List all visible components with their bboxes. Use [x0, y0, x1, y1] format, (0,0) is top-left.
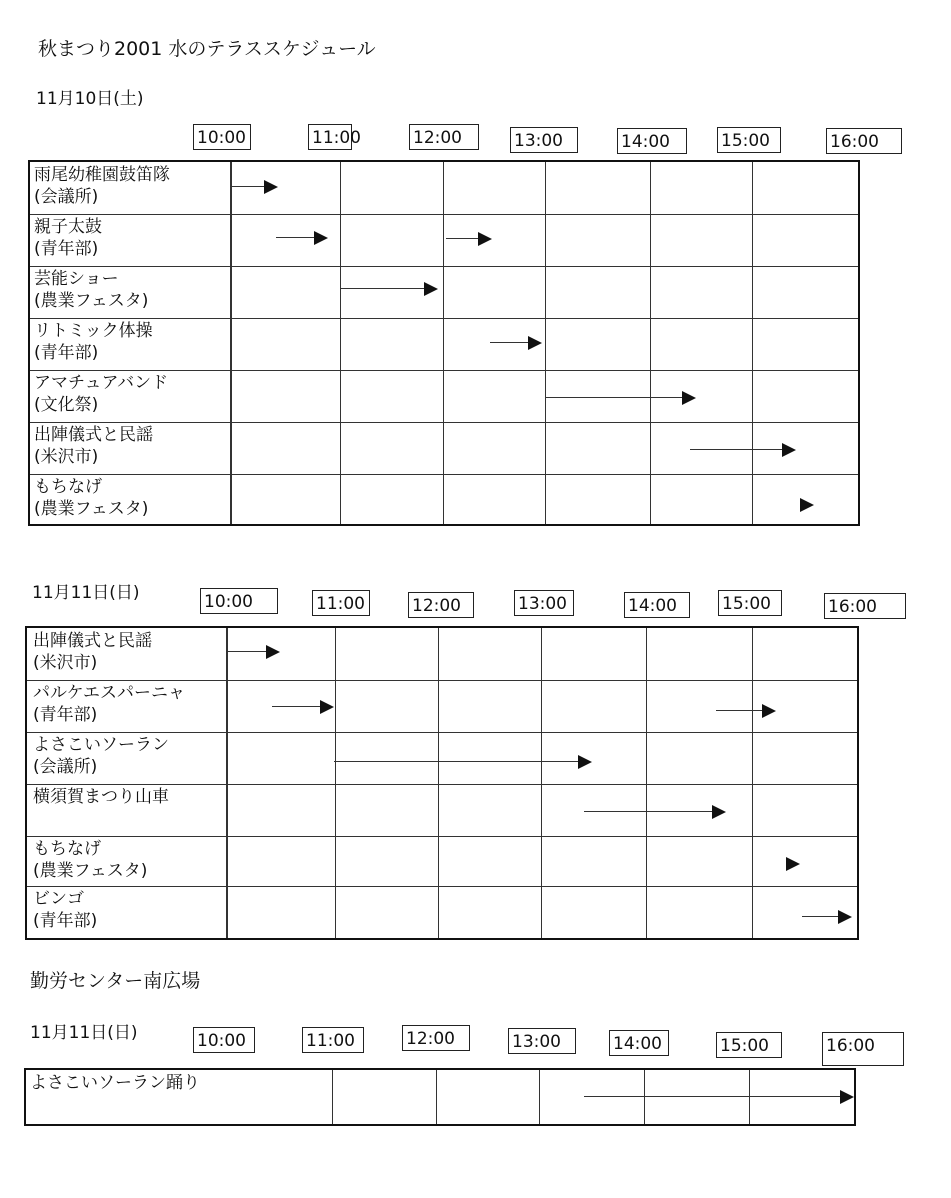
time-label: 10:00: [193, 124, 251, 150]
time-label: 16:00: [826, 128, 902, 154]
time-label: 13:00: [514, 590, 574, 616]
date-label: 11月11日(日): [30, 1023, 138, 1043]
time-label: 10:00: [200, 588, 278, 614]
time-arrow: [716, 710, 776, 712]
schedule-grid: [28, 160, 860, 526]
time-label: 15:00: [717, 127, 781, 153]
date-label: 11月11日(日): [32, 583, 140, 603]
time-label: 13:00: [508, 1028, 576, 1054]
time-label: 15:00: [716, 1032, 782, 1058]
program-label: アマチュアバンド (文化祭): [34, 373, 169, 415]
time-arrow: [334, 761, 592, 763]
program-label: 横須賀まつり山車: [33, 787, 169, 807]
program-label: 出陣儀式と民謡 (米沢市): [34, 425, 153, 467]
program-label: 出陣儀式と民謡 (米沢市): [33, 631, 152, 673]
time-arrow: [546, 397, 696, 399]
program-label: 芸能ショー (農業フェスタ): [34, 269, 149, 311]
time-label: 13:00: [510, 127, 578, 153]
time-arrow: [802, 916, 852, 918]
time-label: 12:00: [408, 592, 474, 618]
page-title: 秋まつり2001 水のテラススケジュール: [38, 38, 376, 60]
time-arrow: [272, 706, 334, 708]
time-label: 14:00: [609, 1030, 669, 1056]
program-label: ビンゴ (青年部): [33, 889, 98, 931]
time-arrow: [232, 186, 278, 188]
time-label: 11:00: [312, 590, 370, 616]
time-arrow: [798, 504, 814, 506]
date-label: 11月10日(土): [36, 89, 144, 109]
schedule-grid: [25, 626, 859, 940]
time-arrow: [584, 1096, 854, 1098]
time-arrow: [340, 288, 438, 290]
time-arrow: [276, 237, 328, 239]
program-label: もちなげ (農業フェスタ): [33, 839, 148, 881]
time-label: 16:00: [822, 1032, 904, 1066]
time-label: 12:00: [402, 1025, 470, 1051]
time-label: 16:00: [824, 593, 906, 619]
time-label: 15:00: [718, 590, 782, 616]
time-arrow: [490, 342, 542, 344]
time-arrow: [228, 651, 280, 653]
time-arrow: [446, 238, 492, 240]
program-label: パルケエスパーニャ (青年部): [33, 683, 185, 725]
program-label: もちなげ (農業フェスタ): [34, 477, 149, 519]
time-arrow: [584, 811, 726, 813]
time-label: 14:00: [624, 592, 690, 618]
time-arrow: [784, 863, 800, 865]
time-label: 14:00: [617, 128, 687, 154]
program-label: よさこいソーラン (会議所): [33, 735, 169, 777]
program-label: 親子太鼓 (青年部): [34, 217, 102, 259]
program-label: リトミック体操 (青年部): [34, 321, 153, 363]
venue-label: 勤労センター南広場: [30, 970, 201, 992]
time-label: 10:00: [193, 1027, 255, 1053]
time-label: 12:00: [409, 124, 479, 150]
time-label: 11:00: [302, 1027, 364, 1053]
program-label: よさこいソーラン踊り: [30, 1073, 200, 1093]
time-arrow: [690, 449, 796, 451]
program-label: 雨尾幼稚園鼓笛隊 (会議所): [34, 165, 170, 207]
time-label: 11:00: [308, 124, 352, 150]
